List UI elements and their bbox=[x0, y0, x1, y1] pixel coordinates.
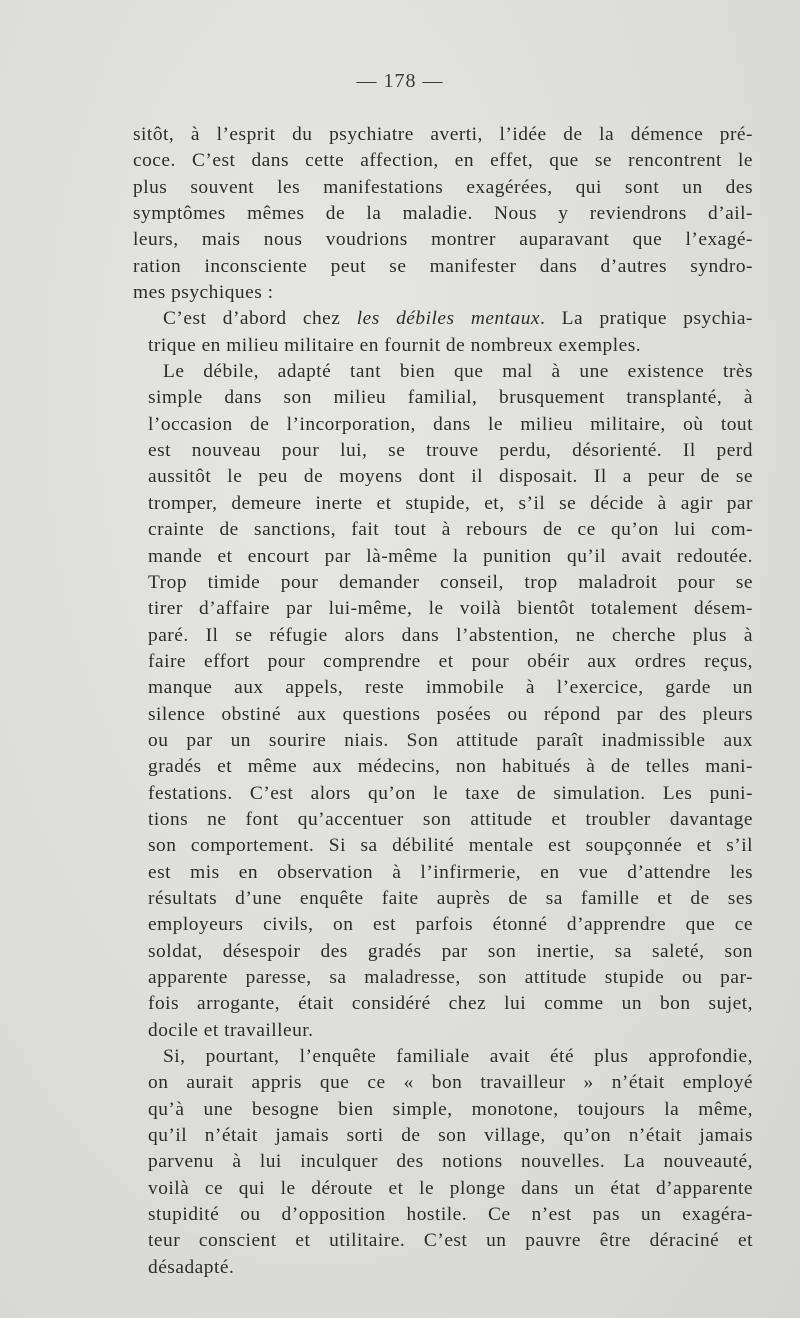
text-segment: C’est d’abord chez bbox=[163, 308, 357, 330]
text-line: plus souvent les manifestations exagérées, qui sont un des bbox=[133, 176, 753, 198]
text-line: employeurs civils, on est parfois étonné d’apprendre que ce bbox=[148, 914, 753, 936]
text-line: faire effort pour comprendre et pour obéir aux ordres reçus, bbox=[148, 650, 753, 672]
text-line: apparente paresse, sa maladresse, son attitude stupide ou par- bbox=[148, 967, 753, 988]
text-line: parvenu à lui inculquer des notions nouvelles. La nouveauté, bbox=[148, 1151, 753, 1173]
text-line: aussitôt le peu de moyens dont il disposait. Il a peur de se bbox=[148, 466, 753, 488]
text-line: résultats d’une enquête faite auprès de sa famille et de ses bbox=[148, 887, 753, 909]
text-line: leurs, mais nous voudrions montrer auparavant que l’exagé- bbox=[133, 229, 753, 251]
text-line: Trop timide pour demander conseil, trop maladroit pour se bbox=[148, 571, 753, 593]
text-line: silence obstiné aux questions posées ou répond par des pleurs bbox=[148, 703, 753, 725]
text-line: coce. C’est dans cette affection, en effet, que se rencontrent le bbox=[133, 150, 753, 172]
text-line: ou par un sourire niais. Son attitude paraît inadmissible aux bbox=[148, 729, 753, 751]
text-line: tions ne font qu’accentuer son attitude et troubler davantage bbox=[148, 808, 753, 830]
text-line: Si, pourtant, l’enquête familiale avait été plus approfondie, bbox=[163, 1046, 753, 1068]
text-line: trique en milieu militaire en fournit de nombreux exemples. bbox=[148, 334, 642, 356]
text-line: Le débile, adapté tant bien que mal à une existence très bbox=[163, 361, 753, 383]
text-line: désadapté. bbox=[148, 1256, 235, 1278]
text-line: on aurait appris que ce « bon travailleur » n’était employé bbox=[148, 1072, 753, 1094]
text-line: symptômes mêmes de la maladie. Nous y reviendrons d’ail- bbox=[133, 203, 753, 225]
text-line: fois arrogante, était considéré chez lui comme un bon sujet, bbox=[148, 993, 753, 1015]
text-line: l’occasion de l’incorporation, dans le milieu militaire, où tout bbox=[148, 413, 753, 435]
text-line: son comportement. Si sa débilité mentale est soupçonnée et s’il bbox=[148, 835, 753, 857]
text-line: paré. Il se réfugie alors dans l’abstention, ne cherche plus à bbox=[148, 624, 753, 646]
text-segment: . La pratique psychia- bbox=[540, 308, 753, 330]
text-line: qu’à une besogne bien simple, monotone, toujours la même, bbox=[148, 1098, 753, 1120]
text-line: docile et travailleur. bbox=[148, 1019, 314, 1041]
text-line: stupidité ou d’opposition hostile. Ce n’est pas un exagéra- bbox=[148, 1204, 753, 1226]
text-line: simple dans son milieu familial, brusquement transplanté, à bbox=[148, 387, 753, 409]
paragraph bbox=[133, 359, 753, 1044]
text-line: est nouveau pour lui, se trouve perdu, désorienté. Il perd bbox=[148, 440, 753, 462]
text-line: est mis en observation à l’infirmerie, en vue d’attendre les bbox=[148, 861, 753, 883]
italic-term: les débiles mentaux bbox=[356, 308, 541, 330]
text-line: mande et encourt par là-même la punition qu’il avait redoutée. bbox=[148, 545, 753, 567]
text-line: qu’il n’était jamais sorti de son village, qu’on n’était jamais bbox=[148, 1125, 753, 1147]
page-number: — 178 — bbox=[356, 70, 444, 92]
text-line: manque aux appels, reste immobile à l’exercice, garde un bbox=[148, 677, 753, 699]
text-line: tirer d’affaire par lui-même, le voilà bientôt totalement désem- bbox=[148, 598, 753, 620]
text-line: gradés et même aux médecins, non habitués à de telles mani- bbox=[148, 756, 753, 778]
text-line: ration inconsciente peut se manifester dans d’autres syndro- bbox=[133, 255, 753, 277]
paragraph bbox=[133, 306, 753, 359]
text-line: mes psychiques : bbox=[133, 282, 274, 304]
text-line: festations. C’est alors qu’on le taxe de simulation. Les puni- bbox=[148, 782, 753, 804]
text-line: teur conscient et utilitaire. C’est un pauvre être déraciné et bbox=[148, 1230, 753, 1252]
paragraph bbox=[133, 1044, 753, 1281]
text-line: sitôt, à l’esprit du psychiatre averti, l’idée de la démence pré- bbox=[133, 124, 753, 145]
text-line: tromper, demeure inerte et stupide, et, s’il se décide à agir par bbox=[148, 492, 753, 514]
text-line: crainte de sanctions, fait tout à rebours de ce qu’on lui com- bbox=[148, 519, 753, 541]
text-line: soldat, désespoir des gradés par son inertie, sa saleté, son bbox=[148, 940, 753, 962]
body-text bbox=[133, 122, 753, 1281]
paragraph bbox=[133, 122, 753, 306]
text-line: voilà ce qui le déroute et le plonge dans un état d’apparente bbox=[148, 1177, 753, 1199]
text-line bbox=[133, 306, 753, 332]
